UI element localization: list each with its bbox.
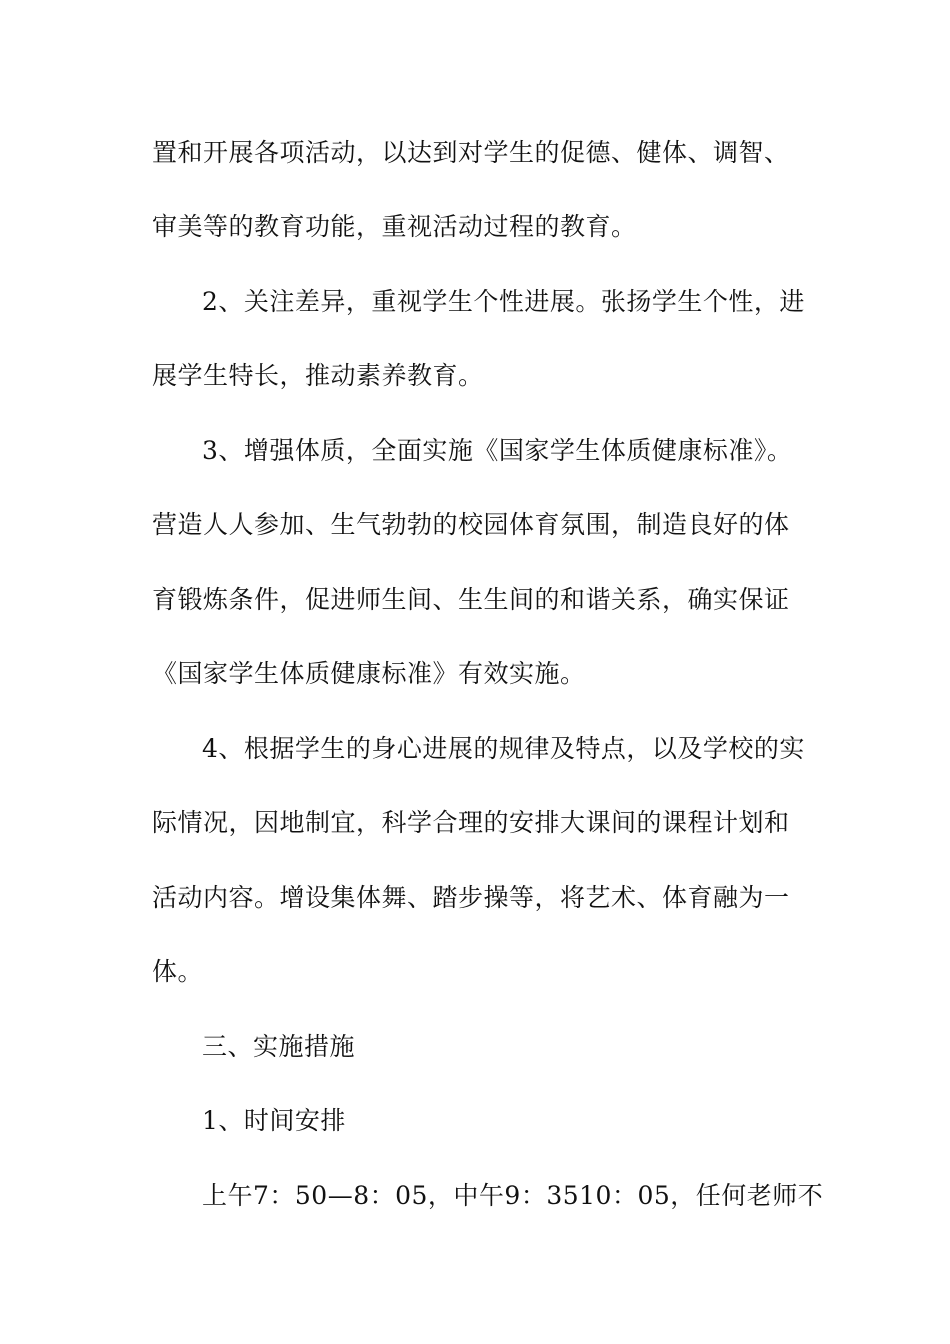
paragraph-line-7: 育锻炼条件，促进师生间、生生间的和谐关系，确实保证	[152, 585, 790, 614]
paragraph-line-15: 上午7：50—8：05，中午9：3510：05，任何老师不	[202, 1181, 824, 1210]
paragraph-line-2: 审美等的教育功能，重视活动过程的教育。	[152, 212, 637, 241]
paragraph-line-12: 体。	[152, 957, 204, 986]
paragraph-line-11: 活动内容。增设集体舞、踏步操等，将艺术、体育融为一	[152, 883, 790, 912]
paragraph-line-6: 营造人人参加、生气勃勃的校园体育氛围，制造良好的体	[152, 510, 790, 539]
section-heading: 三、实施措施	[202, 1032, 356, 1061]
paragraph-line-4: 展学生特长，推动素养教育。	[152, 361, 484, 390]
paragraph-line-3: 2、关注差异，重视学生个性进展。张扬学生个性，进	[202, 287, 805, 316]
subsection-heading: 1、时间安排	[202, 1106, 346, 1135]
paragraph-line-8: 《国家学生体质健康标准》有效实施。	[152, 659, 586, 688]
paragraph-line-1: 置和开展各项活动，以达到对学生的促德、健体、调智、	[152, 138, 790, 167]
paragraph-line-5: 3、增强体质，全面实施《国家学生体质健康标准》。	[202, 436, 793, 465]
paragraph-line-9: 4、根据学生的身心进展的规律及特点，以及学校的实	[202, 734, 805, 763]
paragraph-line-10: 际情况，因地制宜，科学合理的安排大课间的课程计划和	[152, 808, 790, 837]
